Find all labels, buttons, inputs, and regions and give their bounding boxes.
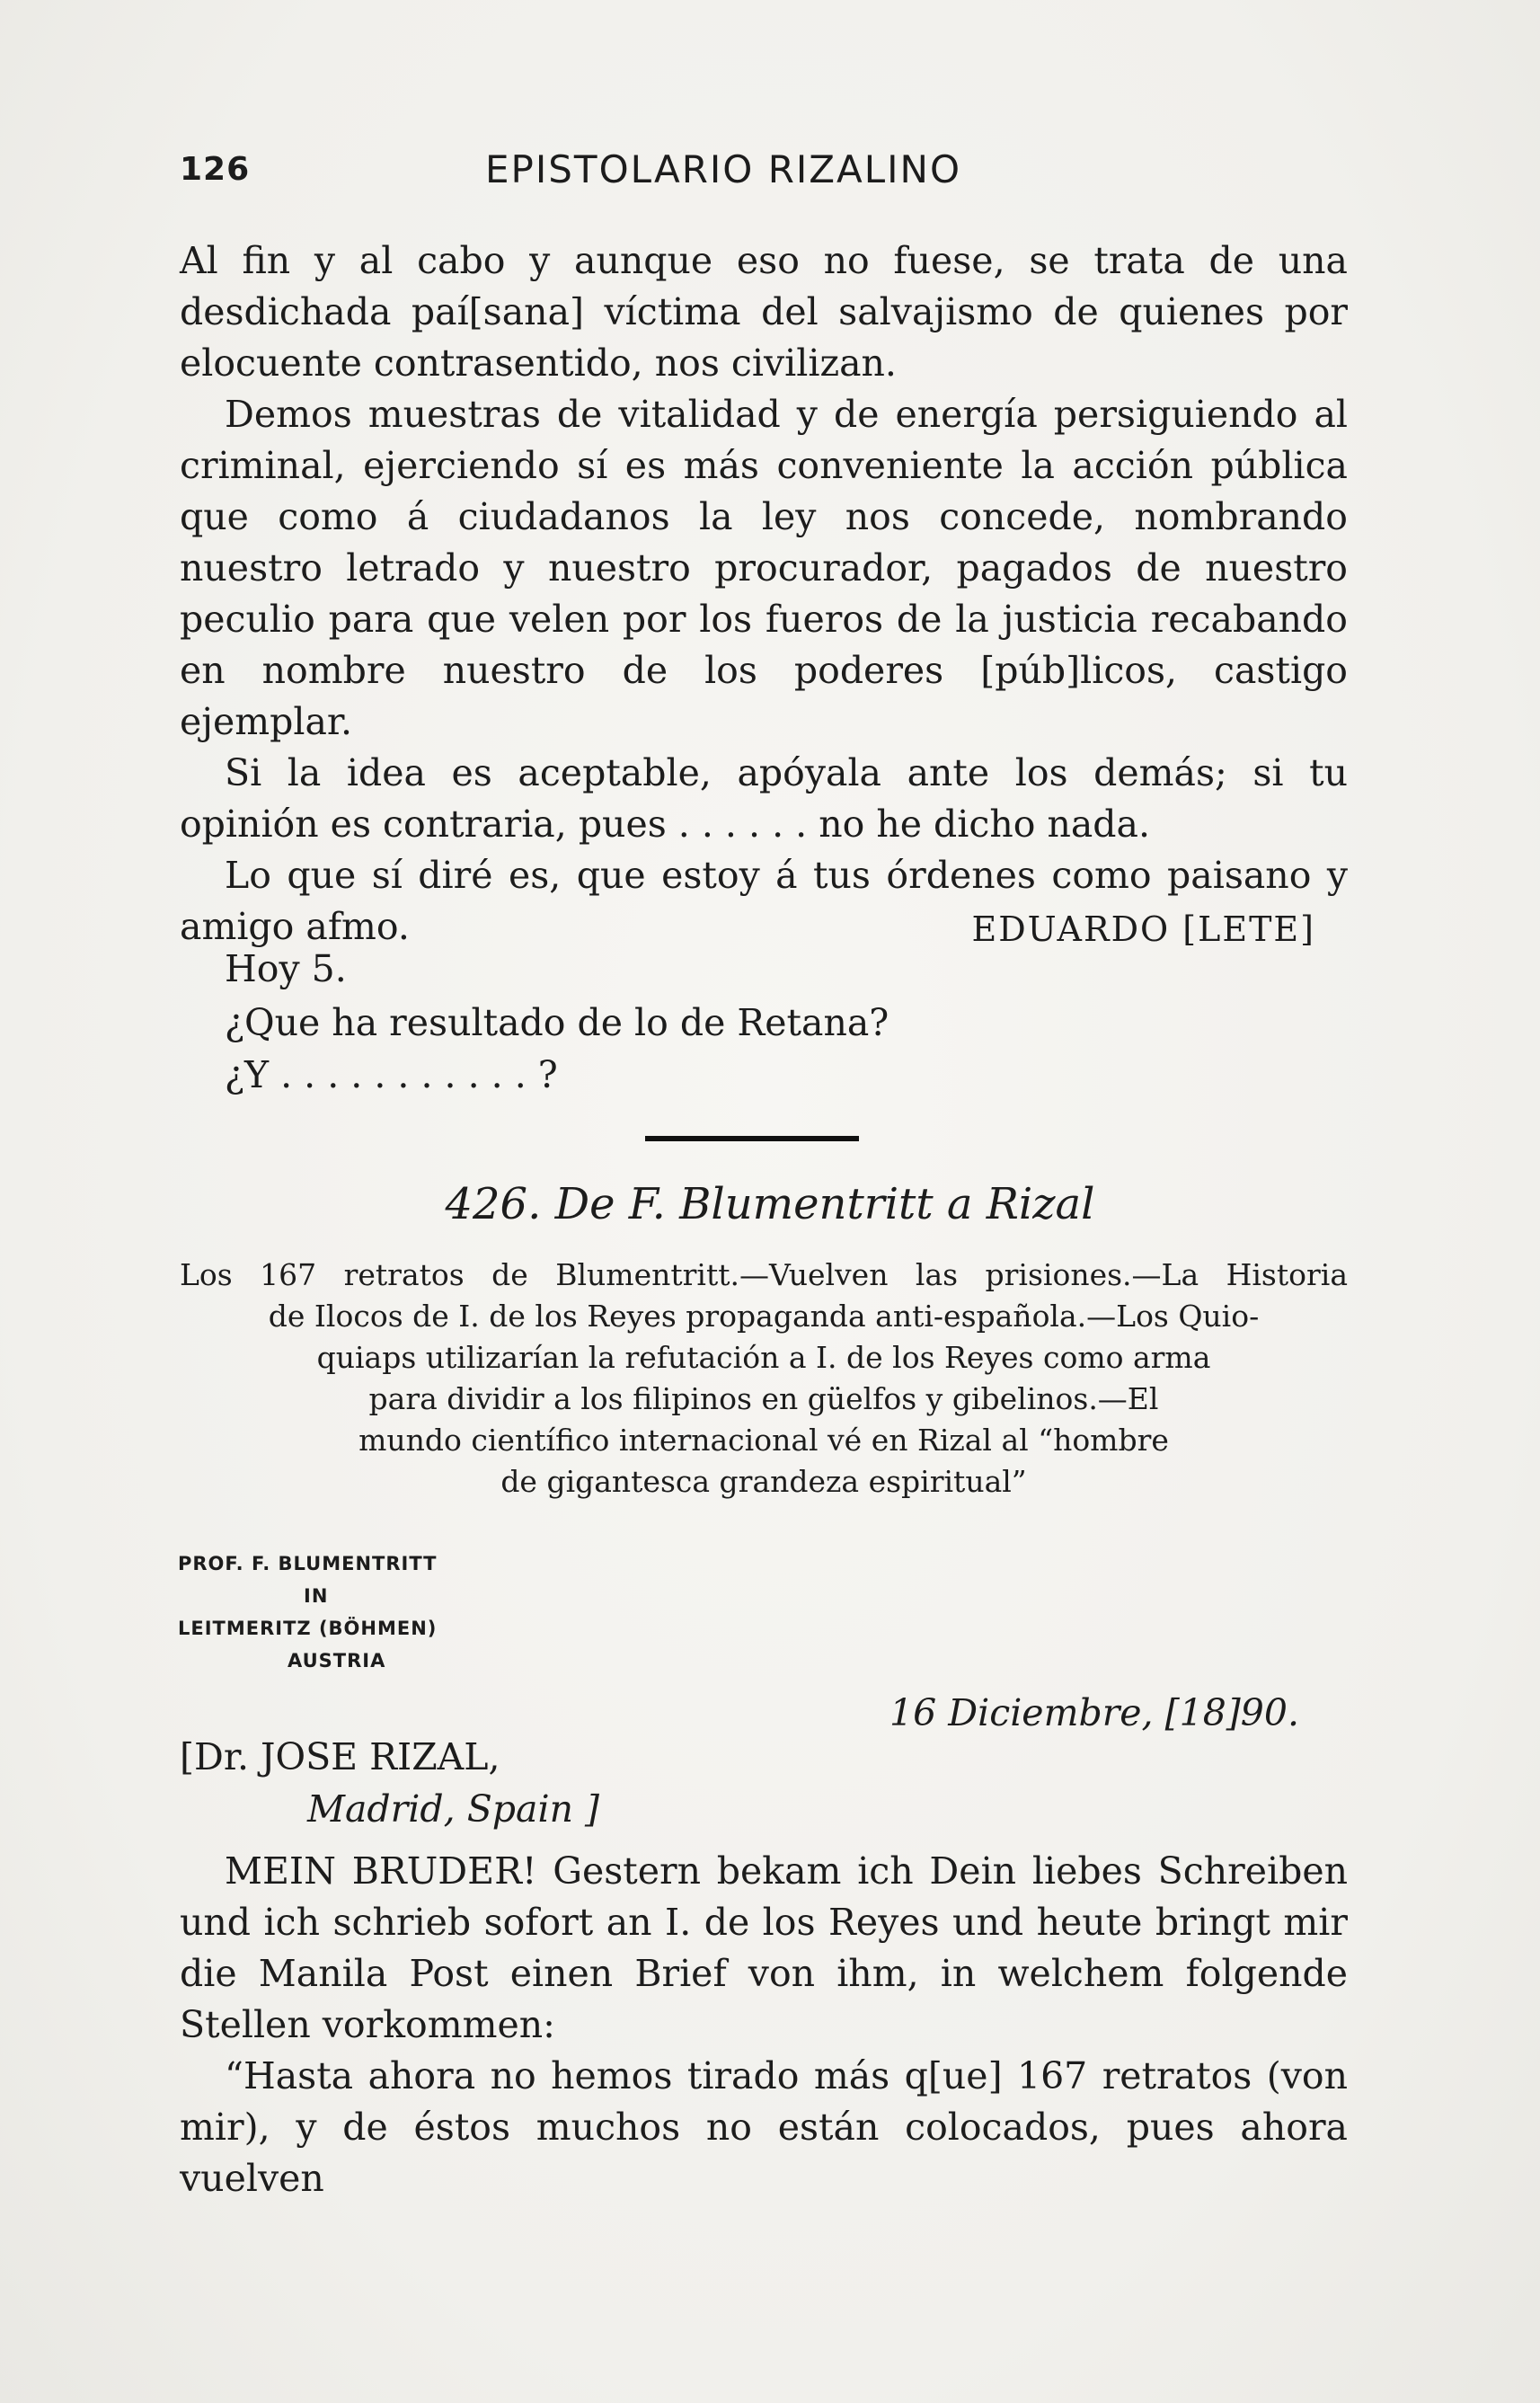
page-number: 126 <box>180 151 251 188</box>
summary-line: de gigantesca grandeza espiritual” <box>500 1464 1027 1499</box>
paragraph: MEIN BRUDER! Gestern bekam ich Dein liebes Schreiben und ich schrieb sofort an I. de los Reyes und heute bringt mir die Manila Post einen Brief von ihm, in welchem folgende Stellen vorkommen: <box>180 1849 1348 2046</box>
signature: EDUARDO [LETE] <box>971 909 1315 949</box>
paragraph: Demos muestras de vitalidad y de energía persiguiendo al criminal, ejerciendo sí es más conveniente la acción pública que como á ciudadanos la ley nos concede, nombrando nuestro letrado y nuestro procurador, pagados de nuestro peculio para que velen por los fueros de la justicia recabando en nombre nuestro de los poderes [púb]licos, castigo ejemplar. <box>180 393 1348 743</box>
summary-line: Los 167 retratos de Blumentritt.—Vuelven las prisiones.—La Historia <box>180 1257 1348 1292</box>
addressee-place: Madrid, Spain ] <box>307 1787 600 1831</box>
postscript-line: Hoy 5. <box>225 947 347 990</box>
paragraph: Lo que sí diré es, que estoy á tus órdenes como paisano y amigo afmo. <box>180 854 1348 948</box>
page-header <box>180 147 1348 205</box>
addressee-name: [Dr. JOSE RIZAL, <box>180 1735 500 1778</box>
paragraph: Al fin y al cabo y aunque eso no fuese, se trata de una desdichada paí[sana] víctima del salvajismo de quienes por elocuente contrasentido, nos civilizan. <box>180 239 1348 385</box>
letter-date: 16 Diciembre, [18]90. <box>889 1691 1299 1734</box>
paragraph: “Hasta ahora no hemos tirado más q[ue] 167 retratos (von mir), y de éstos muchos no están colocados, pues ahora vuelven <box>180 2054 1348 2200</box>
letterhead-line: IN <box>304 1585 329 1607</box>
addressee <box>180 1731 599 1835</box>
summary-line: quiaps utilizarían la refutación a I. de los Reyes como arma <box>316 1340 1211 1375</box>
letterhead-line: PROF. F. BLUMENTRITT <box>178 1553 438 1574</box>
letter-summary <box>180 1255 1348 1503</box>
letterhead-line: LEITMERITZ (BÖHMEN) <box>178 1618 438 1639</box>
section-divider <box>645 1136 859 1141</box>
letterhead <box>178 1547 437 1677</box>
summary-line: mundo científico internacional vé en Rizal al “hombre <box>358 1423 1169 1458</box>
continuation-text <box>180 235 1348 953</box>
paragraph: Si la idea es aceptable, apóyala ante los demás; si tu opinión es contraria, pues . . . . . . no he dicho nada. <box>180 751 1348 846</box>
postscript-line: ¿Que ha resultado de lo de Retana? <box>225 1001 889 1044</box>
letter-title: 426. De F. Blumentritt a Rizal <box>445 1179 1095 1229</box>
postscript-line: ¿Y . . . . . . . . . . . ? <box>225 1053 558 1096</box>
letter-body <box>180 1846 1348 2204</box>
letterhead-line: AUSTRIA <box>288 1650 386 1671</box>
summary-line: de Ilocos de I. de los Reyes propaganda anti-española.—Los Quio- <box>268 1299 1260 1334</box>
summary-line: para dividir a los filipinos en güelfos y gibelinos.—El <box>368 1381 1159 1416</box>
running-title: EPISTOLARIO RIZALINO <box>485 147 962 191</box>
